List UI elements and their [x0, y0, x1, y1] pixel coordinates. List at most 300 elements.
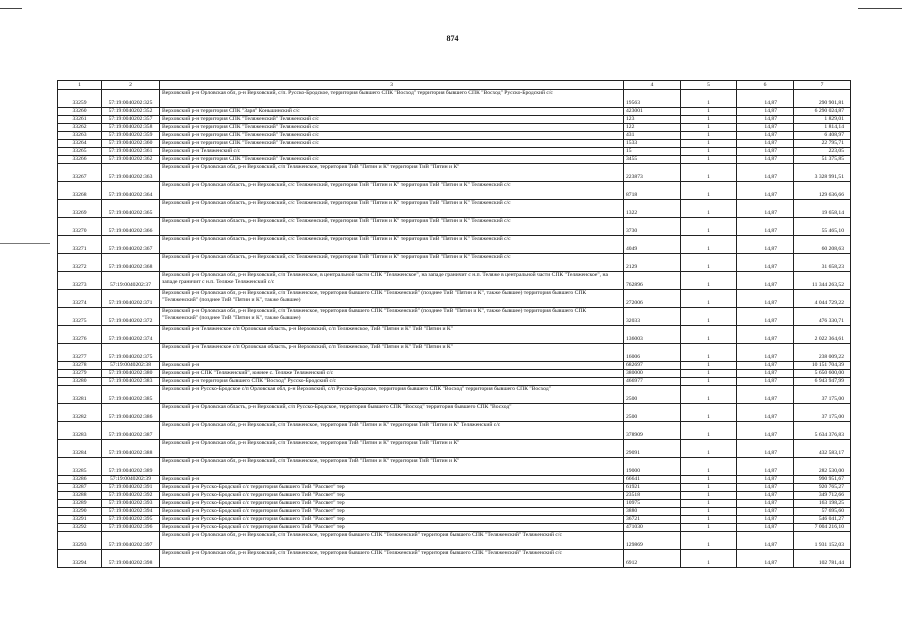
rate-value: 14,87 [737, 404, 794, 422]
table-row [58, 476, 851, 484]
share-value: 1 [681, 550, 737, 568]
rate-value: 14,87 [737, 492, 794, 500]
table-row [58, 492, 851, 500]
location-description: Верховский р-н Орловская обл, р-н Верховский, с/п. Русско-Бродское, территория бывшего СПК "Восход" территория бывшего СПК "Восход" Русско-Бродский с/с [160, 90, 624, 108]
rate-value: 14,87 [737, 458, 794, 476]
table-row [58, 164, 851, 182]
cadastral-number: 57:19:0040202:364 [102, 182, 160, 200]
cadastral-number: 57:19:0040202:361 [102, 148, 160, 156]
cadastral-number: 57:19:0040202:388 [102, 440, 160, 458]
table-row [58, 182, 851, 200]
location-description: Верховский р-н территория СПК "Теляженский" Теляженский с/с [160, 124, 624, 132]
share-value: 1 [681, 124, 737, 132]
row-number: 33292 [58, 524, 102, 532]
row-number: 33286 [58, 476, 102, 484]
cost-value: 282 530,00 [794, 458, 851, 476]
share-value: 1 [681, 200, 737, 218]
row-number: 33290 [58, 508, 102, 516]
cadastral-number: 57:19:0040202:387 [102, 422, 160, 440]
rate-value: 14,87 [737, 516, 794, 524]
cost-value: 31 658,23 [794, 254, 851, 272]
share-value: 1 [681, 164, 737, 182]
table-row [58, 344, 851, 362]
row-number: 33268 [58, 182, 102, 200]
rate-value: 14,87 [737, 344, 794, 362]
cost-value: 22 795,71 [794, 140, 851, 148]
row-number: 33285 [58, 458, 102, 476]
area-value: 10975 [624, 500, 681, 508]
location-description: Верховский р-н Теляженское с/п Орловская область, р-н Верховский, с/п Теляженское, ТиВ "Пятин и К" ТиВ "Пятин и К" [160, 344, 624, 362]
area-value: 762896 [624, 272, 681, 290]
share-value: 1 [681, 116, 737, 124]
rate-value: 14,87 [737, 550, 794, 568]
table-row [58, 386, 851, 404]
location-description: Верховский р-н Орловская область, р-н Верховский, с/с Теляженский, территория ТиВ "Пятин и К" территория ТиВ "Пятин и К" Теляженский с/с [160, 218, 624, 236]
row-number: 33274 [58, 290, 102, 308]
cost-value: 4 044 729,22 [794, 290, 851, 308]
cadastral-number: 57:19:0040202:365 [102, 200, 160, 218]
cadastral-number: 57:19:0040202:357 [102, 116, 160, 124]
table-row [58, 140, 851, 148]
row-number: 33262 [58, 124, 102, 132]
row-number: 33266 [58, 156, 102, 164]
row-number: 33291 [58, 516, 102, 524]
location-description: Верховский р-н Орловская область, р-н Верховский, с/с Теляженский, территория ТиВ "Пятин и К" территория ТиВ "Пятин и К" Теляженский с/с [160, 236, 624, 254]
location-description: Верховский р-н Теляженское с/п Орловская область, р-н Верховский, с/п Теляженское, ТиВ "Пятин и К" ТиВ "Пятин и К" [160, 326, 624, 344]
rate-value: 14,87 [737, 532, 794, 550]
table-row [58, 254, 851, 272]
share-value: 1 [681, 458, 737, 476]
cost-value: 11 344 263,52 [794, 272, 851, 290]
area-value: 32033 [624, 308, 681, 326]
rate-value: 14,87 [737, 218, 794, 236]
share-value: 1 [681, 378, 737, 386]
column-header-7: 7 [794, 81, 851, 90]
row-number: 33278 [58, 362, 102, 370]
area-value: 23518 [624, 492, 681, 500]
rate-value: 14,87 [737, 90, 794, 108]
rate-value: 14,87 [737, 140, 794, 148]
area-value: 423001 [624, 108, 681, 116]
table-row [58, 378, 851, 386]
share-value: 1 [681, 272, 737, 290]
rate-value: 14,87 [737, 500, 794, 508]
location-description: Верховский р-н Русско-Бродский с/с территория бывшего ТиВ "Рассвет" тер [160, 508, 624, 516]
row-number: 33281 [58, 386, 102, 404]
area-value: 36721 [624, 516, 681, 524]
cost-value: 6 290 024,87 [794, 108, 851, 116]
share-value: 1 [681, 508, 737, 516]
cost-value: 51 375,85 [794, 156, 851, 164]
share-value: 1 [681, 524, 737, 532]
cost-value: 5 634 376,83 [794, 422, 851, 440]
area-value: 6912 [624, 550, 681, 568]
column-header-6: 6 [737, 81, 794, 90]
cadastral-number: 57:19:0040202:368 [102, 254, 160, 272]
row-number: 33264 [58, 140, 102, 148]
area-value: 1533 [624, 140, 681, 148]
cadastral-number: 57:19:0040202:372 [102, 308, 160, 326]
rate-value: 14,87 [737, 156, 794, 164]
area-value: 19000 [624, 458, 681, 476]
location-description: Верховский р-н Орловская обл, р-н Верховский, с/п Теляженское, территория бывшего СПК "Теляженский" (позднее ТиВ "Пятин и К", также бывшее) территория бывшего СПК "Теляженский" (позднее ТиВ "Пятин и К", также бывшее) [160, 308, 624, 326]
cost-value: 238 009,22 [794, 344, 851, 362]
rate-value: 14,87 [737, 308, 794, 326]
share-value: 1 [681, 370, 737, 378]
row-number: 33289 [58, 500, 102, 508]
location-description: Верховский р-н Русско-Бродский с/с территория бывшего ТиВ "Рассвет" тер [160, 484, 624, 492]
share-value: 1 [681, 500, 737, 508]
share-value: 1 [681, 182, 737, 200]
cadastral-number: 57:19:0040202:391 [102, 484, 160, 492]
location-description: Верховский р-н Орловская обл, р-н Верховский, с/п Теляженское, территория ТиВ "Пятин и К" территория ТиВ "Пятин и К" [160, 440, 624, 458]
rate-value: 14,87 [737, 164, 794, 182]
area-value: 4049 [624, 236, 681, 254]
cost-value: 432 583,17 [794, 440, 851, 458]
share-value: 1 [681, 308, 737, 326]
location-description: Верховский р-н СПК "Теляженский", южнее с. Теляже Теляженский с/с [160, 370, 624, 378]
share-value: 1 [681, 476, 737, 484]
share-value: 1 [681, 440, 737, 458]
table-row [58, 516, 851, 524]
cost-value: 57 695,60 [794, 508, 851, 516]
cadastral-number: 57:19:0040202:394 [102, 508, 160, 516]
row-number: 33284 [58, 440, 102, 458]
scan-mark-left [0, 243, 50, 244]
rate-value: 14,87 [737, 484, 794, 492]
row-number: 33275 [58, 308, 102, 326]
area-value: 122 [624, 124, 681, 132]
location-description: Верховский р-н территория СПК "Заря" Коньшинский с/с [160, 108, 624, 116]
cadastral-number: 57:19:0040202:398 [102, 550, 160, 568]
cadastral-number: 57:19:0040202:363 [102, 164, 160, 182]
cost-value: 546 041,27 [794, 516, 851, 524]
table-row [58, 370, 851, 378]
location-description: Верховский р-н Орловская обл, р-н Верховский, с/п Теляженское, в центральной части СПК "Теляженское", на западе граничит с н.п. Теляже в центральной части СПК "Теляженское", на западе граничит с н.п. Теляже Теляженский с/с [160, 272, 624, 290]
cadastral-number: 57:19:0040202:374 [102, 326, 160, 344]
row-number: 33288 [58, 492, 102, 500]
table-row [58, 440, 851, 458]
area-value: 471030 [624, 524, 681, 532]
cadastral-number: 57:19:0040202:380 [102, 370, 160, 378]
cost-value: 3 328 991,51 [794, 164, 851, 182]
column-header-3: 3 [160, 81, 624, 90]
location-description: Верховский р-н территория СПК "Теляженский" Теляженский с/с [160, 156, 624, 164]
table-row [58, 108, 851, 116]
area-value: 466977 [624, 378, 681, 386]
area-value: 123 [624, 116, 681, 124]
area-value: 15 [624, 148, 681, 156]
cost-value: 1 829,01 [794, 116, 851, 124]
location-description: Верховский р-н Русско-Бродский с/с территория бывшего ТиВ "Рассвет" тер [160, 524, 624, 532]
row-number: 33261 [58, 116, 102, 124]
row-number: 33283 [58, 422, 102, 440]
area-value: 3730 [624, 218, 681, 236]
share-value: 1 [681, 422, 737, 440]
cost-value: 102 781,44 [794, 550, 851, 568]
cadastral-number: 57:19:0040202:395 [102, 516, 160, 524]
share-value: 1 [681, 108, 737, 116]
cost-value: 55 465,10 [794, 218, 851, 236]
location-description: Верховский р-н Орловская обл, р-н Верховский, с/п Теляженское, территория бывшего СПК "Теляженский" территория бывшего СПК "Теляженский" Теляженский с/с [160, 532, 624, 550]
cost-value: 10 151 704,39 [794, 362, 851, 370]
table-row [58, 218, 851, 236]
cost-value: 19 658,14 [794, 200, 851, 218]
share-value: 1 [681, 140, 737, 148]
cost-value: 920 765,27 [794, 484, 851, 492]
area-value: 3880 [624, 508, 681, 516]
cost-value: 5 650 600,00 [794, 370, 851, 378]
location-description: Верховский р-н территория бывшего СПК "Восход" Русско-Бродский с/с [160, 378, 624, 386]
location-description: Верховский р-н Орловская область, р-н Верховский, с/с Теляженский, территория ТиВ "Пятин и К" территория ТиВ "Пятин и К" Теляженский с/с [160, 254, 624, 272]
area-value: 682697 [624, 362, 681, 370]
rate-value: 14,87 [737, 378, 794, 386]
rate-value: 14,87 [737, 370, 794, 378]
cost-value: 2 022 364,61 [794, 326, 851, 344]
rate-value: 14,87 [737, 148, 794, 156]
table-row [58, 404, 851, 422]
table-row [58, 148, 851, 156]
area-value: 8718 [624, 182, 681, 200]
cadastral-number: 57:19:0040202:385 [102, 386, 160, 404]
table-row [58, 550, 851, 568]
cost-value: 6 943 947,99 [794, 378, 851, 386]
area-value: 378909 [624, 422, 681, 440]
cost-value: 60 208,63 [794, 236, 851, 254]
location-description: Верховский р-н Русско-Бродский с/с территория бывшего ТиВ "Рассвет" тер [160, 492, 624, 500]
cost-value: 129 636,66 [794, 182, 851, 200]
location-description: Верховский р-н территория СПК "Теляженский" Теляженский с/с [160, 132, 624, 140]
table-row [58, 116, 851, 124]
location-description: Верховский р-н Орловская обл, р-н Верховский, с/п Теляженское, территория ТиВ "Пятин и К" территория ТиВ "Пятин и К" [160, 458, 624, 476]
cadastral-number: 57:19:0040202:371 [102, 290, 160, 308]
share-value: 1 [681, 532, 737, 550]
area-value: 272006 [624, 290, 681, 308]
cadastral-number: 57:19:0040202:39 [102, 476, 160, 484]
location-description: Верховский р-н Орловская область, р-н Верховский, с/с Теляженский, территория ТиВ "Пятин и К" территория ТиВ "Пятин и К" Теляженский с/с [160, 182, 624, 200]
cadastral-number: 57:19:0040202:38 [102, 362, 160, 370]
rate-value: 14,87 [737, 326, 794, 344]
area-value: 431 [624, 132, 681, 140]
area-value: 136003 [624, 326, 681, 344]
table-row [58, 524, 851, 532]
table-row [58, 484, 851, 492]
table-row [58, 290, 851, 308]
cadastral-number: 57:19:0040202:360 [102, 140, 160, 148]
share-value: 1 [681, 148, 737, 156]
area-value: 223873 [624, 164, 681, 182]
row-number: 33293 [58, 532, 102, 550]
rate-value: 14,87 [737, 108, 794, 116]
cadastral-number: 57:19:0040202:358 [102, 124, 160, 132]
cost-value: 290 901,81 [794, 90, 851, 108]
location-description: Верховский р-н Русско-Бродский с/с территория бывшего ТиВ "Рассвет" тер [160, 500, 624, 508]
page-number: 874 [446, 34, 459, 43]
location-description: Верховский р-н Русско-Бродский с/с территория бывшего ТиВ "Рассвет" тер [160, 516, 624, 524]
cost-value: 476 330,71 [794, 308, 851, 326]
cadastral-number: 57:19:0040202:37 [102, 272, 160, 290]
share-value: 1 [681, 218, 737, 236]
share-value: 1 [681, 236, 737, 254]
table-body [58, 90, 851, 568]
area-value: 2129 [624, 254, 681, 272]
cadastral-number: 57:19:0040202:397 [102, 532, 160, 550]
cadastral-number: 57:19:0040202:352 [102, 108, 160, 116]
area-value: 380000 [624, 370, 681, 378]
share-value: 1 [681, 344, 737, 362]
column-header-4: 4 [624, 81, 681, 90]
area-value: 19563 [624, 90, 681, 108]
cadastral-number: 57:19:0040202:366 [102, 218, 160, 236]
cadastral-number: 57:19:0040202:386 [102, 404, 160, 422]
cost-value: 163 198,25 [794, 500, 851, 508]
table-row [58, 500, 851, 508]
cost-value: 1 931 152,03 [794, 532, 851, 550]
rate-value: 14,87 [737, 290, 794, 308]
row-number: 33269 [58, 200, 102, 218]
row-number: 33294 [58, 550, 102, 568]
column-header-2: 2 [102, 81, 160, 90]
row-number: 33287 [58, 484, 102, 492]
share-value: 1 [681, 90, 737, 108]
cost-value: 37 175,00 [794, 404, 851, 422]
table-row [58, 508, 851, 516]
column-header-5: 5 [681, 81, 737, 90]
row-number: 33272 [58, 254, 102, 272]
table-row [58, 124, 851, 132]
cost-value: 990 951,67 [794, 476, 851, 484]
table-row [58, 362, 851, 370]
area-value: 129869 [624, 532, 681, 550]
area-value: 29091 [624, 440, 681, 458]
location-description: Верховский р-н [160, 362, 624, 370]
location-description: Верховский р-н Орловская область, р-н Верховский, с/п Русско-Бродское, территория бывшего СПК "Восход" территория бывшего СПК "Восход" [160, 404, 624, 422]
cadastral-number: 57:19:0040202:375 [102, 344, 160, 362]
table-row [58, 236, 851, 254]
rate-value: 14,87 [737, 386, 794, 404]
share-value: 1 [681, 492, 737, 500]
rate-value: 14,87 [737, 124, 794, 132]
location-description: Верховский р-н Орловская обл, р-н Верховский, с/п Теляженское, территория бывшего СПК "Теляженский" территория бывшего СПК "Теляженский" Теляженский с/с [160, 550, 624, 568]
share-value: 1 [681, 132, 737, 140]
register-table-container [57, 80, 850, 568]
area-value: 2500 [624, 386, 681, 404]
cadastral-number: 57:19:0040202:367 [102, 236, 160, 254]
row-number: 33277 [58, 344, 102, 362]
area-value: 16006 [624, 344, 681, 362]
rate-value: 14,87 [737, 440, 794, 458]
location-description: Верховский р-н [160, 476, 624, 484]
cadastral-number: 57:19:0040202:359 [102, 132, 160, 140]
share-value: 1 [681, 290, 737, 308]
row-number: 33271 [58, 236, 102, 254]
row-number: 33280 [58, 378, 102, 386]
cadastral-number: 57:19:0040202:389 [102, 458, 160, 476]
cost-value: 6 408,97 [794, 132, 851, 140]
scan-mark-top-right [858, 8, 902, 9]
rate-value: 14,87 [737, 272, 794, 290]
rate-value: 14,87 [737, 236, 794, 254]
cost-value: 349 712,66 [794, 492, 851, 500]
location-description: Верховский р-н территория СПК "Теляженский" Теляженский с/с [160, 140, 624, 148]
row-number: 33260 [58, 108, 102, 116]
row-number: 33276 [58, 326, 102, 344]
cost-value: 37 175,00 [794, 386, 851, 404]
table-row [58, 532, 851, 550]
location-description: Верховский р-н территория СПК "Теляженский" Теляженский с/с [160, 116, 624, 124]
cadastral-number: 57:19:0040202:396 [102, 524, 160, 532]
table-row [58, 200, 851, 218]
share-value: 1 [681, 254, 737, 272]
share-value: 1 [681, 156, 737, 164]
rate-value: 14,87 [737, 524, 794, 532]
table-row [58, 422, 851, 440]
table-row [58, 272, 851, 290]
table-row [58, 458, 851, 476]
table-row [58, 308, 851, 326]
cadastral-number: 57:19:0040202:383 [102, 378, 160, 386]
rate-value: 14,87 [737, 508, 794, 516]
share-value: 1 [681, 326, 737, 344]
location-description: Верховский р-н Орловская область, р-н Верховский, с/с Теляженский, территория ТиВ "Пятин и К" территория ТиВ "Пятин и К" Теляженский с/с [160, 200, 624, 218]
table-header [58, 81, 851, 90]
location-description: Верховский р-н Русско-Бродское с/п Орловская обл, р-н Верховский, с/п Русско-Бродское, территория бывшего СПК "Восход" территория бывшего СПК "Восход" [160, 386, 624, 404]
area-value: 3455 [624, 156, 681, 164]
share-value: 1 [681, 386, 737, 404]
cadastral-number: 57:19:0040202:393 [102, 500, 160, 508]
table-row [58, 132, 851, 140]
scan-mark-top-left [0, 8, 22, 9]
share-value: 1 [681, 484, 737, 492]
row-number: 33265 [58, 148, 102, 156]
rate-value: 14,87 [737, 476, 794, 484]
rate-value: 14,87 [737, 254, 794, 272]
share-value: 1 [681, 404, 737, 422]
cadastral-number: 57:19:0040202:362 [102, 156, 160, 164]
table-row [58, 156, 851, 164]
cadastral-number: 57:19:0040202:325 [102, 90, 160, 108]
location-description: Верховский р-н Орловская обл, р-н Верховский, с/п Теляженское, территория ТиВ "Пятин и К" территория ТиВ "Пятин и К" Теляженский с/с [160, 422, 624, 440]
location-description: Верховский р-н Теляженский с/с [160, 148, 624, 156]
share-value: 1 [681, 516, 737, 524]
cost-value: 1 814,14 [794, 124, 851, 132]
area-value: 66641 [624, 476, 681, 484]
rate-value: 14,87 [737, 200, 794, 218]
area-value: 2500 [624, 404, 681, 422]
area-value: 1322 [624, 200, 681, 218]
area-value: 61921 [624, 484, 681, 492]
location-description: Верховский р-н Орловская обл, р-н Верховский, с/п Теляженское, территория ТиВ "Пятин и К" территория ТиВ "Пятин и К" [160, 164, 624, 182]
cost-value: 223,05 [794, 148, 851, 156]
row-number: 33273 [58, 272, 102, 290]
table-row [58, 90, 851, 108]
rate-value: 14,87 [737, 132, 794, 140]
table-row [58, 326, 851, 344]
register-table [57, 80, 851, 568]
row-number: 33259 [58, 90, 102, 108]
row-number: 33270 [58, 218, 102, 236]
location-description: Верховский р-н Орловская обл, р-н Верховский, с/п Теляженское, территория бывшего СПК "Теляженский" (позднее ТиВ "Пятин и К", также бывшее) территория бывшего СПК "Теляженский" (позднее ТиВ "Пятин и К", также бывшее) [160, 290, 624, 308]
row-number: 33282 [58, 404, 102, 422]
row-number: 33279 [58, 370, 102, 378]
row-number: 33263 [58, 132, 102, 140]
cadastral-number: 57:19:0040202:392 [102, 492, 160, 500]
cost-value: 7 004 216,10 [794, 524, 851, 532]
column-header-1: 1 [58, 81, 102, 90]
rate-value: 14,87 [737, 422, 794, 440]
rate-value: 14,87 [737, 362, 794, 370]
rate-value: 14,87 [737, 182, 794, 200]
